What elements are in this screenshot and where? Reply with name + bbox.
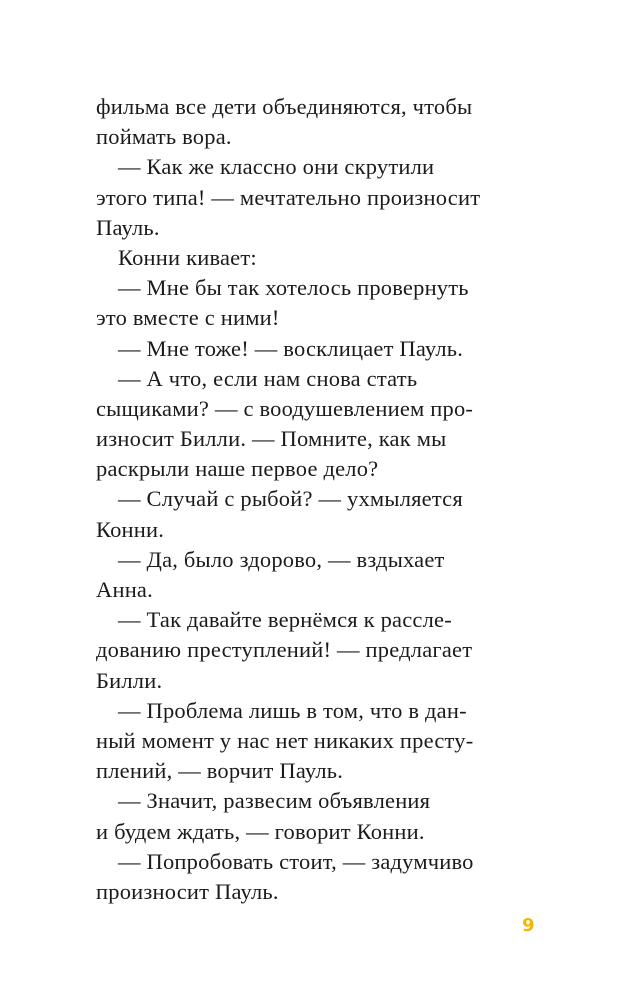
text-line: — Проблема лишь в том, что в дан-: [118, 697, 467, 723]
text-line: Конни.: [96, 516, 165, 542]
text-line: поймать вора.: [96, 124, 232, 150]
text-line: — Мне тоже! — восклицает Пауль.: [118, 335, 464, 361]
body-text: [96, 92, 536, 907]
text-line: раскрыли наше первое дело?: [96, 456, 379, 482]
text-line: — А что, если нам снова стать: [118, 365, 418, 391]
text-line: плений, — ворчит Пауль.: [96, 758, 344, 784]
text-line: — Попробовать стоит, — задумчиво: [118, 848, 474, 874]
text-line: и будем ждать, — говорит Конни.: [96, 818, 425, 844]
text-line: сыщиками? — с воодушевлением про-: [96, 395, 474, 421]
page-number: 9: [522, 915, 535, 936]
text-line: произносит Пауль.: [96, 878, 279, 904]
text-line: — Да, было здорово, — вздыхает: [118, 546, 445, 572]
text-line: Анна.: [96, 577, 153, 602]
text-line: дованию преступлений! — предлагает: [96, 637, 473, 663]
text-line: ный момент у нас нет никаких престу-: [96, 727, 474, 753]
text-line: фильма все дети объединяются, чтобы: [96, 94, 473, 119]
text-line: — Как же классно они скрутили: [118, 154, 435, 180]
text-line: — Значит, развесим объявления: [118, 788, 431, 814]
text-line: это вместе с ними!: [96, 305, 280, 331]
text-line: этого типа! — мечтательно произносит: [96, 184, 481, 210]
text-line: Билли.: [96, 667, 163, 693]
text-line: Конни кивает:: [118, 244, 257, 270]
text-line: износит Билли. — Помните, как мы: [96, 426, 447, 452]
text-line: — Мне бы так хотелось провернуть: [118, 275, 469, 301]
text-line: — Так давайте вернёмся к рассле-: [118, 607, 452, 633]
text-line: Пауль.: [96, 214, 160, 240]
text-line: — Случай с рыбой? — ухмыляется: [118, 486, 463, 512]
